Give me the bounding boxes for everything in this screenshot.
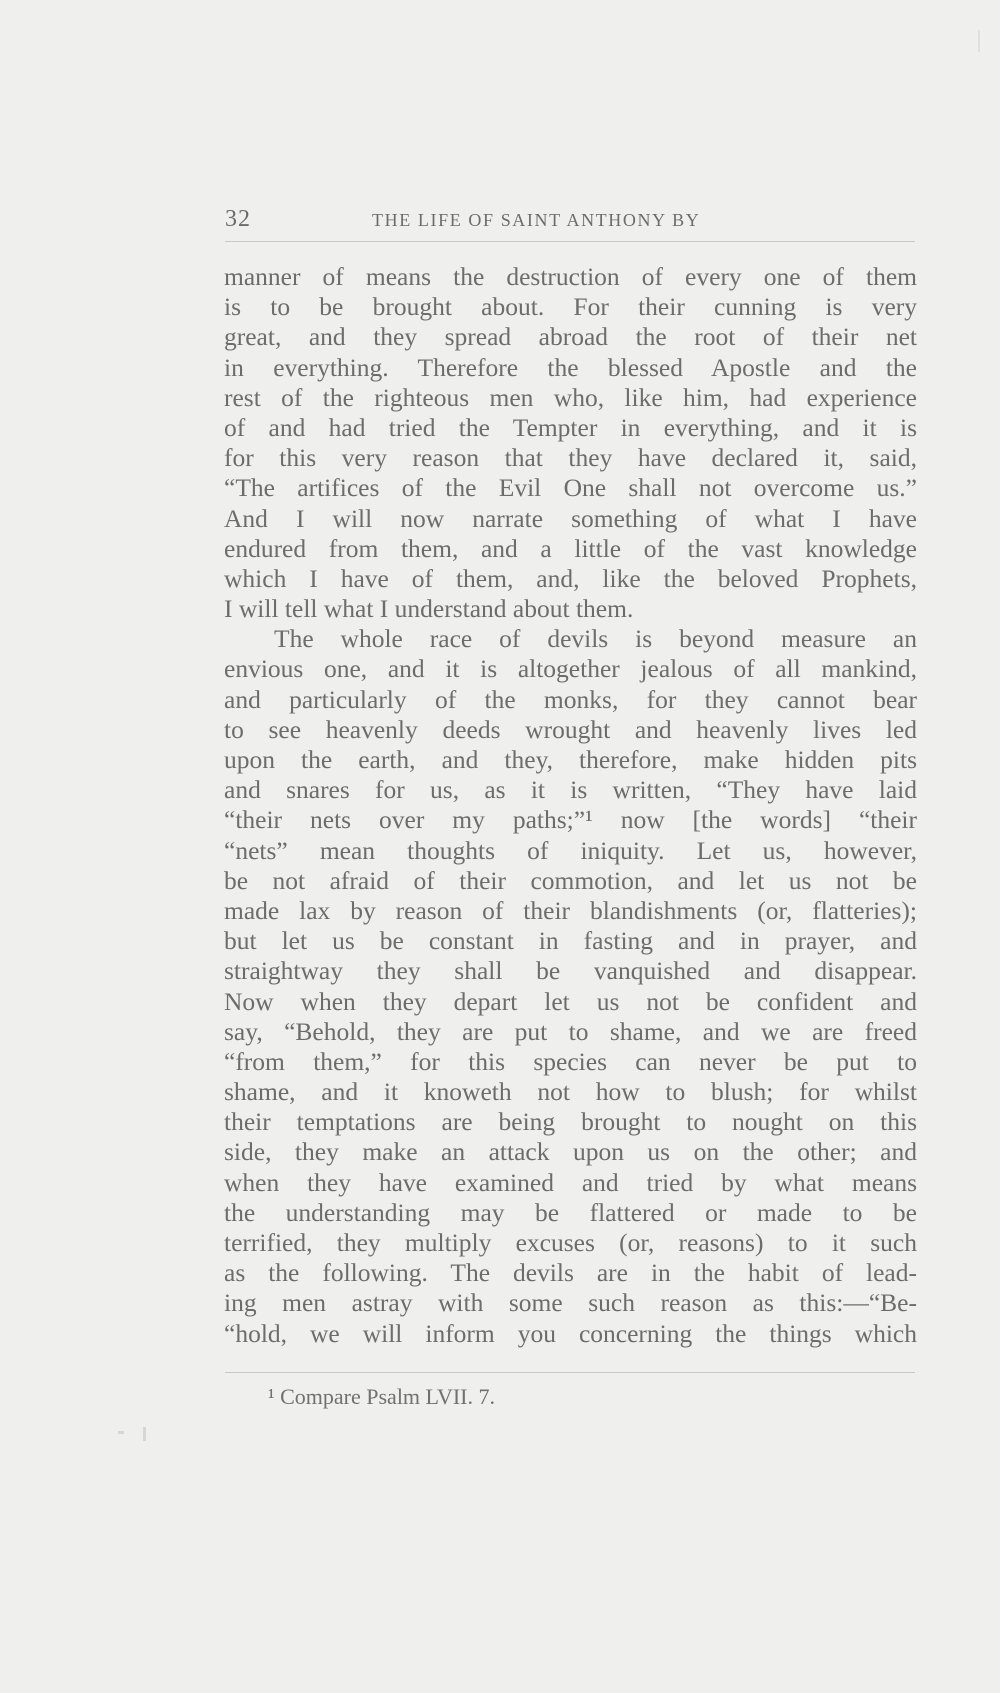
text-line: in everything. Therefore the blessed Apostle and the xyxy=(224,352,917,382)
text-line: ing men astray with some such reason as this:—“Be- xyxy=(224,1288,917,1318)
text-line: when they have examined and tried by what means xyxy=(224,1167,917,1197)
text-line: say, “Behold, they are put to shame, and we are freed xyxy=(224,1016,917,1046)
text-line: shame, and it knoweth not how to blush; for whilst xyxy=(224,1077,917,1107)
text-line: side, they make an attack upon us on the other; and xyxy=(224,1137,917,1167)
text-line: “their nets over my paths;”¹ now [the words] “their xyxy=(224,805,917,835)
text-line: great, and they spread abroad the root of their net xyxy=(224,322,917,352)
text-line: envious one, and it is altogether jealous of all mankind, xyxy=(224,654,917,684)
text-line: Now when they depart let us not be confident and xyxy=(224,986,917,1016)
page-number: 32 xyxy=(225,206,251,232)
text-line: terrified, they multiply excuses (or, reasons) to it such xyxy=(224,1228,917,1257)
paragraph-start-line: The whole race of devils is beyond measure an xyxy=(274,624,917,654)
running-title: THE LIFE OF SAINT ANTHONY BY xyxy=(372,210,701,230)
header-rule xyxy=(225,241,915,242)
page-speck xyxy=(118,1431,124,1434)
text-line: their temptations are being brought to nought on this xyxy=(224,1107,917,1137)
text-line: which I have of them, and, like the beloved Prophets, xyxy=(224,563,917,593)
text-line: as the following. The devils are in the habit of lead- xyxy=(224,1258,917,1288)
text-line: of and had tried the Tempter in everything, and it is xyxy=(224,412,917,442)
text-line: be not afraid of their commotion, and let us not be xyxy=(224,865,917,895)
text-line: rest of the righteous men who, like him, had experience xyxy=(224,382,917,412)
text-line: for this very reason that they have declared it, said, xyxy=(224,443,917,473)
text-line: “nets” mean thoughts of iniquity. Let us, however, xyxy=(224,835,917,865)
text-line: “from them,” for this species can never be put to xyxy=(224,1046,917,1076)
footnote xyxy=(268,1384,495,1410)
text-line: upon the earth, and they, therefore, make hidden pits xyxy=(224,745,917,774)
text-line: to see heavenly deeds wrought and heavenly lives led xyxy=(224,714,917,744)
page-speck xyxy=(143,1427,146,1441)
text-line: is to be brought about. For their cunning is very xyxy=(224,292,917,322)
body-text xyxy=(224,262,917,1349)
running-header xyxy=(225,206,917,236)
text-line: made lax by reason of their blandishments (or, flatteries); xyxy=(224,895,917,925)
footnote-marker: ¹ xyxy=(268,1384,275,1409)
page-speck xyxy=(978,30,980,52)
text-line: the understanding may be flattered or made to be xyxy=(224,1197,917,1227)
footnote-rule xyxy=(225,1372,915,1373)
text-line: And I will now narrate something of what I have xyxy=(224,503,917,533)
text-line: manner of means the destruction of every one of them xyxy=(224,262,917,291)
text-line: straightway they shall be vanquished and disappear. xyxy=(224,956,917,986)
text-line: and snares for us, as it is written, “They have laid xyxy=(224,775,917,805)
text-line: endured from them, and a little of the vast knowledge xyxy=(224,533,917,563)
text-line: but let us be constant in fasting and in prayer, and xyxy=(224,926,917,956)
text-line: and particularly of the monks, for they cannot bear xyxy=(224,684,917,714)
footnote-text: Compare Psalm xyxy=(280,1384,426,1409)
text-line: I will tell what I understand about them. xyxy=(224,594,634,624)
footnote-reference: LVII. 7. xyxy=(425,1384,496,1409)
text-line: “hold, we will inform you concerning the things which xyxy=(224,1318,917,1348)
text-line: “The artifices of the Evil One shall not overcome us.” xyxy=(224,473,917,503)
